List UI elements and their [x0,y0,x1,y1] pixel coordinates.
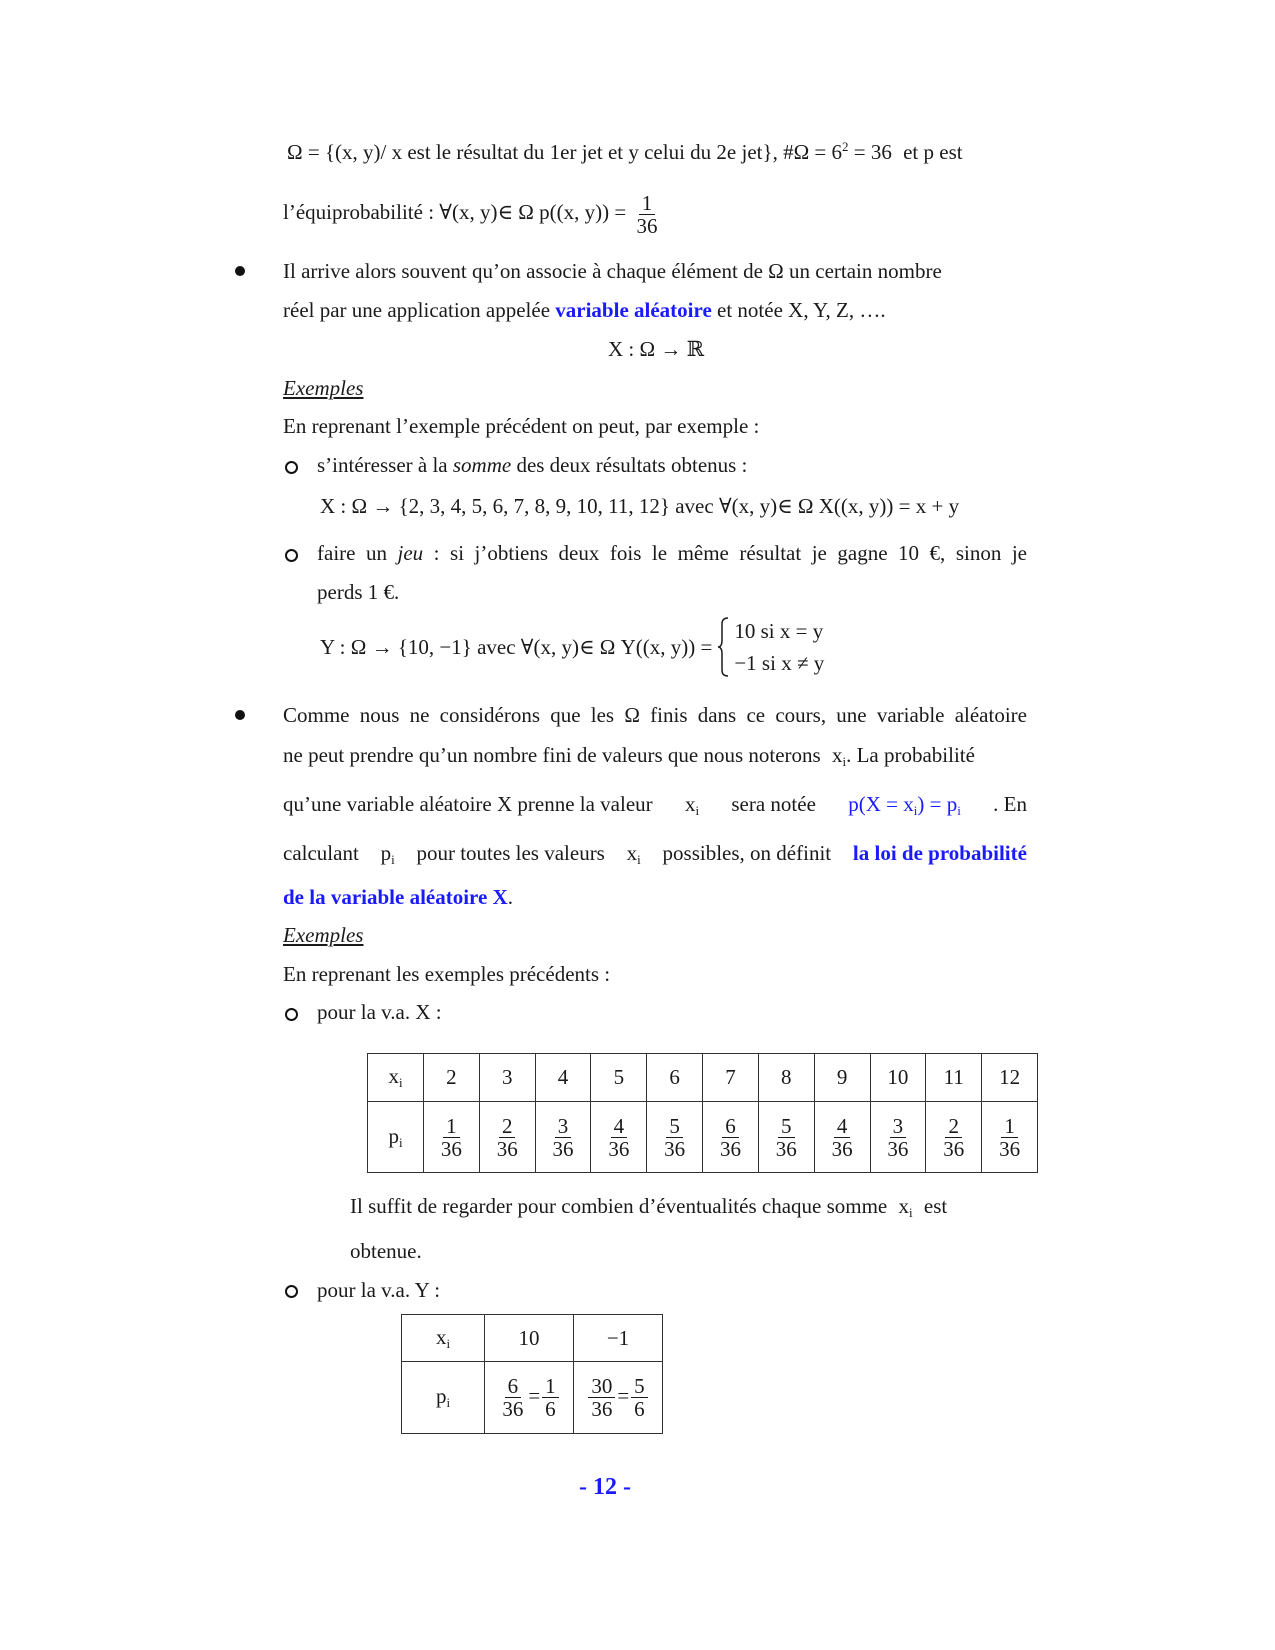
example-game-formula: Y : Ω → {10, −1} avec ∀(x, y)∈ Ω Y((x, y)) = 10 si x = y −1 si x ≠ y [320,615,824,679]
mapping-formula: X : Ω → ℝ [608,337,705,361]
row-label-x: $x_i$ [368,1054,424,1102]
example-sum-text: s’intéresser à la somme des deux résultats obtenus : [317,453,748,477]
examples-intro: En reprenant l’exemple précédent on peut, par exemple : [283,414,760,438]
va-x-label: pour la v.a. X : [317,1000,442,1024]
term-variable-aleatoire: variable aléatoire [555,298,712,322]
term-loi-probabilite: la loi de probabilité [852,841,1027,865]
bullet2-line2: ne peut prendre qu’un nombre fini de valeurs que nous noterons $x_i$. La probabilité [283,743,975,769]
circle-bullet-icon [285,549,298,562]
table-cell: $\frac{5}{36}$ [758,1102,814,1173]
probability-table-y [401,1314,663,1434]
table-cell: $\frac{3}{36}$ [870,1102,926,1173]
bullet2-line5: de la variable aléatoire X. [283,885,513,909]
row-label-p: $p_i$ [368,1102,424,1173]
circle-bullet-icon [285,461,298,474]
circle-bullet-icon [285,1008,298,1021]
example-game-text-2: perds 1 €. [317,580,400,604]
note-line-2: obtenue. [350,1239,422,1263]
table-cell: $\frac{6}{36}$ = $\frac{1}{6}$ [485,1362,574,1434]
probability-table-x [367,1053,1038,1173]
circle-bullet-icon [285,1285,298,1298]
table-cell: 4 [535,1054,591,1102]
table-cell: 11 [926,1054,982,1102]
table-cell: $\frac{4}{36}$ [591,1102,647,1173]
table-cell: 10 [485,1315,574,1362]
table-row-probabilities [402,1362,663,1434]
term-variable-x: de la variable aléatoire X [283,885,508,909]
table-cell: 8 [758,1054,814,1102]
examples-heading: Exemples [283,376,364,400]
table-cell: 6 [647,1054,703,1102]
page-number: - 12 - [579,1474,631,1500]
table-cell: 3 [479,1054,535,1102]
table-row-values [402,1315,663,1362]
bullet2-line3: qu’une variable aléatoire X prenne la valeur $x_i$ sera notée $p(X = x_i) = p_i$ . En [283,792,1027,818]
bullet1-line1: Il arrive alors souvent qu’on associe à chaque élément de Ω un certain nombre [283,259,942,283]
bullet-icon [235,266,245,276]
examples-intro-2: En reprenant les exemples précédents : [283,962,611,986]
equiprobability-line: l’équiprobabilité : ∀(x, y)∈ Ω p((x, y)) = $\frac{1}{36}$ [283,190,658,238]
row-label-x: $x_i$ [402,1315,485,1362]
table-cell: $\frac{2}{36}$ [479,1102,535,1173]
table-cell: 5 [591,1054,647,1102]
table-cell: $\frac{4}{36}$ [814,1102,870,1173]
examples-heading-2: Exemples [283,923,364,947]
example-sum-formula: X : Ω → {2, 3, 4, 5, 6, 7, 8, 9, 10, 11, 12} avec ∀(x, y)∈ Ω X((x, y)) = x + y [320,494,960,518]
table-cell: $\frac{5}{36}$ [647,1102,703,1173]
row-label-p: $p_i$ [402,1362,485,1434]
bullet2-line1: Comme nous ne considérons que les Ω finis dans ce cours, une variable aléatoire [283,703,1027,727]
table-cell: $\frac{1}{36}$ [424,1102,480,1173]
table-cell: −1 [574,1315,663,1362]
table-cell: $\frac{1}{36}$ [982,1102,1038,1173]
note-line-1: Il suffit de regarder pour combien d’éventualités chaque somme $x_i$ est [350,1194,948,1220]
left-brace-icon [716,616,730,678]
table-row-values [368,1054,1038,1102]
example-game-text: faire un jeu : si j’obtiens deux fois le même résultat je gagne 10 €, sinon je [317,541,1027,565]
omega-definition: Ω = {(x, y)/ x est le résultat du 1er jet et y celui du 2e jet}, #Ω = $6^2 = 36$ et p est [287,139,963,164]
table-cell: $\frac{6}{36}$ [703,1102,759,1173]
table-cell: 9 [814,1054,870,1102]
table-cell: 7 [703,1054,759,1102]
bullet-icon [235,710,245,720]
bullet2-line4: calculant $p_i$ pour toutes les valeurs $x_i$ possibles, on définit la loi de probabilité [283,840,1027,873]
table-cell: 12 [982,1054,1038,1102]
table-cell: $\frac{3}{36}$ [535,1102,591,1173]
table-cell: 10 [870,1054,926,1102]
bullet1-line2: réel par une application appelée variable aléatoire et notée X, Y, Z, …. [283,298,886,322]
table-cell: $\frac{2}{36}$ [926,1102,982,1173]
table-cell: $\frac{30}{36}$ = $\frac{5}{6}$ [574,1362,663,1434]
table-cell: 2 [424,1054,480,1102]
va-y-label: pour la v.a. Y : [317,1278,441,1302]
table-row-probabilities [368,1102,1038,1173]
